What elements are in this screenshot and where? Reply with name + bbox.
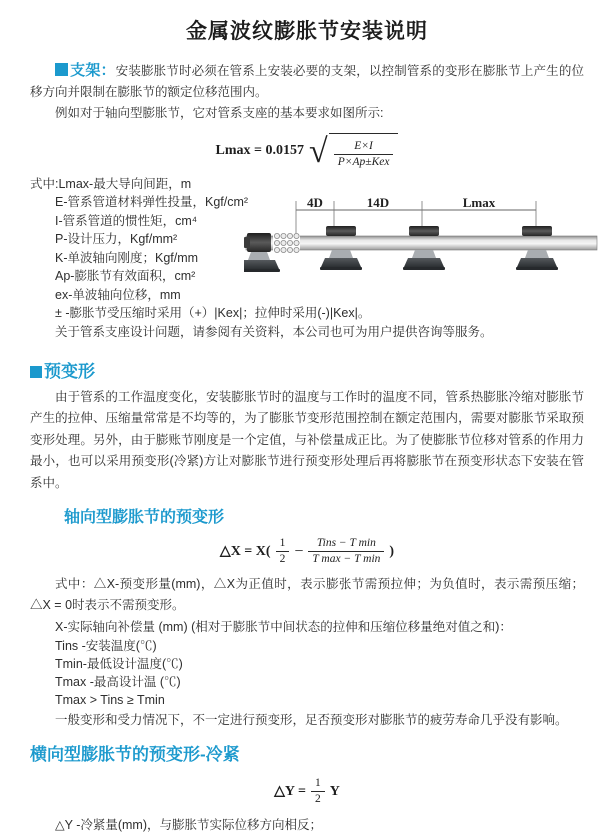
temp-line: Tmax -最高设计温 (℃) (55, 675, 181, 690)
predeform-heading-text: 预变形 (44, 361, 95, 381)
axial-subheading: 轴向型膨胀节的预变形 (64, 509, 225, 527)
lateral-note-line: △Y -冷紧量(mm)，与膨胀节实际位移方向相反； (55, 818, 323, 833)
delta-y-formula (30, 776, 584, 807)
temp-line: Tmax > Tins ≥ Tmin (55, 693, 165, 708)
lmax-formula-lhs: Lmax = 0.0157 (215, 143, 305, 159)
delta-y-lhs: △Y = (274, 784, 306, 800)
definition-line: ± -膨胀节受压缩时采用（+）|Kex|；拉伸时采用(-)|Kex|。 (55, 306, 371, 321)
section-square-icon (55, 63, 68, 76)
x-definition-line: X-实际轴向补偿量 (mm) (相对于膨胀节中间状态的拉伸和压缩位移量绝对值之和)： (55, 620, 512, 635)
sqrt-vinculum (329, 133, 399, 170)
delta-x-formula (30, 536, 584, 567)
dim-label-4d: 4D (307, 195, 323, 210)
section-square-icon (30, 366, 42, 378)
sqrt-icon: √ (309, 132, 328, 170)
predeform-body-paragraph: 由于管系的工作温度变化，安装膨胀节时的温度与工作时的温度不同，管系热膨胀冷缩对膨胀节产生的拉伸、压缩量常常是不均等的，为了膨胀节变形范围控制在额定范围内，需要对膨胀节采取预变形处理。另外，由于膨账节刚度是一个定值，与补偿量成正比。为了使膨胀节位移对管系的作用力最小，也可以采用预变形(冷紧)方让对膨胀节进行预变形处理后再将膨胀节在预变形状态下安装在管系中。 (30, 389, 584, 490)
temp-line: Tins -安装温度(℃) (55, 639, 157, 654)
support-section-heading: 支架： (70, 62, 116, 79)
definition-line: P-设计压力，Kgf/mm² (55, 232, 178, 247)
dim-label-14d: 14D (366, 195, 390, 210)
axial-note-line: 一般变形和受力情况下，不一定进行预变形，足否预变形对膨胀节的疲劳寿命几乎没有影响。 (55, 713, 568, 728)
lmax-formula (30, 133, 584, 170)
half-fraction: $\frac{1}{2}$ (311, 776, 325, 807)
lmax-formula-denominator: P×Ap±Kex (337, 155, 390, 168)
support-example-line: 例如对于轴向型膨胀节，它对管系支座的基本要求如图所示: (55, 106, 384, 120)
temp-ratio-fraction: $\frac{\text{Tins − T min}}{\text{T max − T min}}$ (308, 536, 384, 567)
definition-line: 式中:Lmax-最大导向间距，m (30, 176, 192, 191)
temp-line: Tmin-最低设计温度(℃) (55, 657, 183, 672)
page-title: 金属波纹膨胀节安装说明 (186, 20, 428, 43)
support-intro-text: 安装膨胀节时必须在管系上安装必要的支架，以控制管系的变形在膨胀节上产生的位移方向并限制在膨胀节的额定位移范围内。 (30, 64, 584, 99)
pipe-support-diagram (244, 194, 600, 292)
delta-x-explanation: 式中：△X-预变形量(mm)，△X为正值时，表示膨张节需预拉伸；为负值时，表示需预压缩；△X = 0时表示不需预变形。 (30, 577, 584, 612)
temperature-definitions (30, 637, 584, 709)
delta-x-lhs: △X = X( (219, 544, 271, 560)
lateral-subheading: 横向型膨胀节的预变形-冷紧 (30, 745, 240, 765)
definition-line: ex-单波轴向位移，mm (55, 287, 181, 302)
dim-label-lmax: Lmax (462, 195, 496, 210)
support-note-line: 关于管系支座设计问题，请参阅有关资料，本公司也可为用户提供咨询等服务。 (55, 324, 493, 339)
support-intro-paragraph (30, 60, 584, 103)
definition-line: I-管系管道的惯性矩，cm⁴ (55, 213, 198, 228)
definition-line: Ap-膨胀节有效面积，cm² (55, 269, 196, 284)
delta-y-rhs: Y (329, 783, 340, 799)
lmax-formula-numerator: E×I (334, 139, 394, 155)
delta-x-rhs: ) (389, 543, 395, 559)
predeform-section-heading (30, 357, 584, 382)
definition-line: K-单波轴向刚度；Kgf/mm (55, 250, 199, 265)
half-fraction: $\frac{1}{2}$ (276, 536, 290, 567)
minus-sign: − (294, 542, 304, 560)
definition-line: E-管系管道材料弹性投量，Kgf/cm² (55, 195, 249, 210)
